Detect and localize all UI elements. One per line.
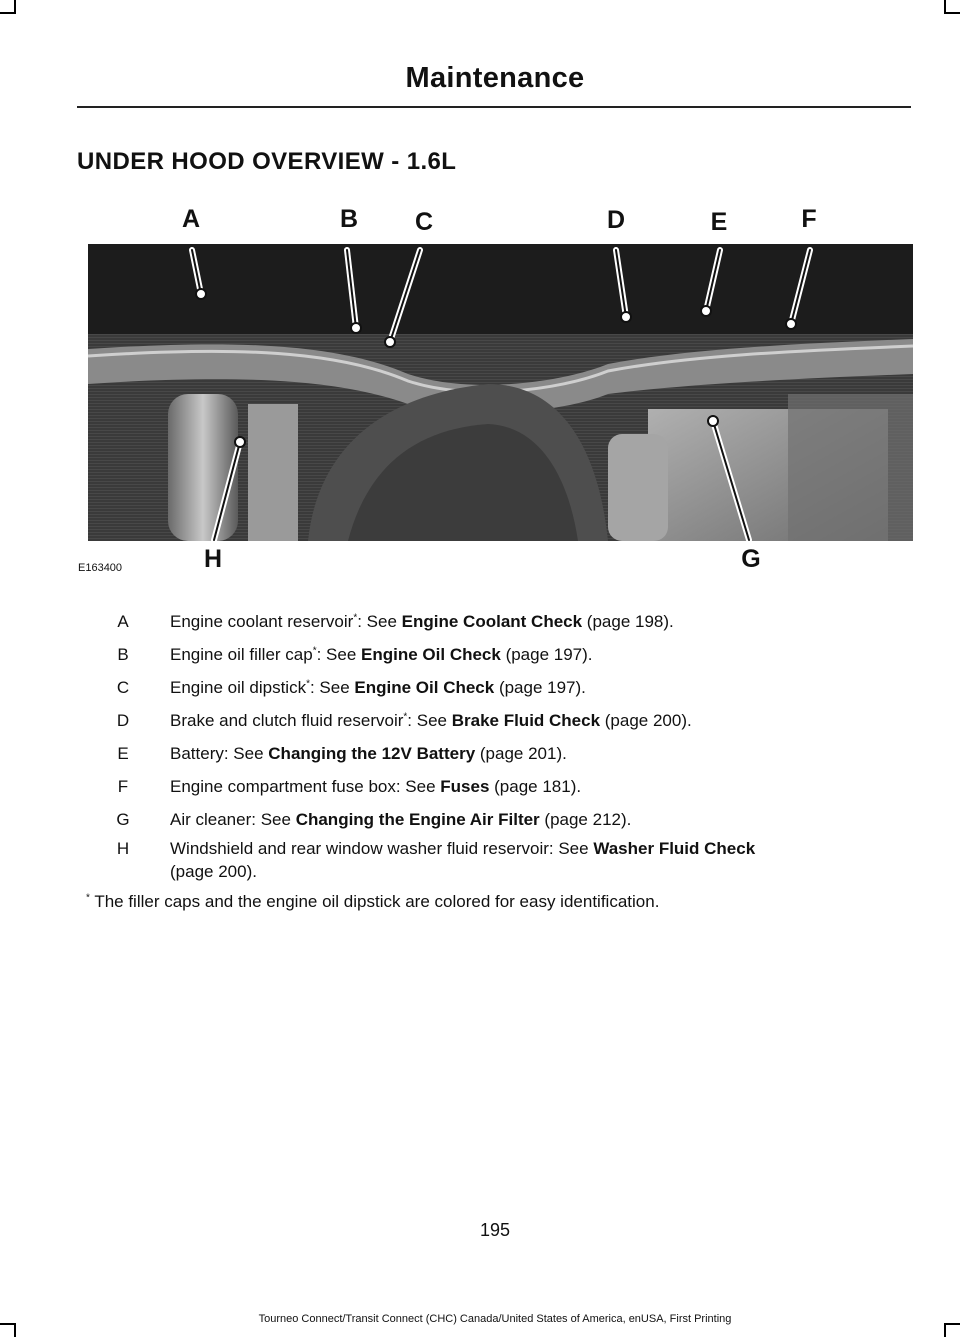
legend-letter: E — [117, 744, 129, 763]
cross-reference-link[interactable]: Engine Oil Check — [361, 645, 501, 664]
callout-dot-h — [235, 437, 245, 447]
legend-text: Engine compartment fuse box: See Fuses (page 181). — [170, 777, 582, 796]
legend-letter: F — [117, 777, 129, 796]
crop-mark — [14, 1323, 16, 1337]
callout-letter-d: D — [606, 206, 626, 234]
callout-leaders — [0, 0, 960, 600]
callout-letter-g: G — [741, 545, 761, 573]
cross-reference-link[interactable]: Fuses — [440, 777, 490, 796]
legend-text: Engine oil filler cap*: See Engine Oil Check (page 197). — [170, 645, 593, 664]
callout-letter-f: F — [801, 205, 817, 233]
callout-dot-e — [701, 306, 711, 316]
header-title: Maintenance — [405, 62, 585, 94]
callout-dot-a — [196, 289, 206, 299]
legend-letter: G — [116, 810, 130, 829]
legend-letter: D — [116, 711, 130, 730]
page-number: 195 — [479, 1220, 511, 1240]
legend-text: Engine coolant reservoir*: See Engine Coolant Check (page 198). — [170, 612, 674, 631]
callout-letter-c: C — [414, 208, 434, 236]
footnote — [86, 892, 659, 912]
legend-text: Battery: See Changing the 12V Battery (page 201). — [170, 744, 567, 763]
legend-text: Brake and clutch fluid reservoir*: See Brake Fluid Check (page 200). — [170, 711, 692, 730]
callout-dot-b — [351, 323, 361, 333]
crop-mark — [944, 1323, 946, 1337]
callout-letter-a: A — [181, 205, 201, 233]
legend-letter: C — [116, 678, 130, 697]
footnote-text: The filler caps and the engine oil dipstick are colored for easy identification. — [89, 892, 660, 911]
callout-dot-d — [621, 312, 631, 322]
cross-reference-link[interactable]: Changing the Engine Air Filter — [295, 810, 540, 829]
footnote-marker: * — [86, 892, 90, 904]
callout-letter-b: B — [339, 205, 359, 233]
callout-dot-f — [786, 319, 796, 329]
cross-reference-link[interactable]: Changing the 12V Battery — [268, 744, 476, 763]
cross-reference-link[interactable]: Engine Oil Check — [354, 678, 495, 697]
cross-reference-link[interactable]: Engine Coolant Check — [401, 612, 583, 631]
cross-reference-link[interactable]: Brake Fluid Check — [451, 711, 601, 730]
callout-dot-c — [385, 337, 395, 347]
legend-text: Windshield and rear window washer fluid reservoir: See Washer Fluid Check (page 200). — [170, 839, 756, 881]
figure-id: E163400 — [78, 562, 123, 574]
callout-letter-h: H — [203, 545, 223, 573]
legend-text: Air cleaner: See Changing the Engine Air Filter (page 212). — [170, 810, 632, 829]
legend-letter: B — [117, 645, 129, 664]
legend-letter: H — [116, 839, 130, 858]
callout-dot-g — [708, 416, 718, 426]
legend-text: Engine oil dipstick*: See Engine Oil Check (page 197). — [170, 678, 586, 697]
cross-reference-link[interactable]: Washer Fluid Check — [593, 839, 756, 858]
section-title: UNDER HOOD OVERVIEW - 1.6L — [77, 148, 457, 175]
legend-letter: A — [117, 612, 129, 631]
callout-letter-e: E — [710, 208, 728, 236]
footer-text: Tourneo Connect/Transit Connect (CHC) Canada/United States of America, enUSA, First Printing — [258, 1313, 732, 1325]
